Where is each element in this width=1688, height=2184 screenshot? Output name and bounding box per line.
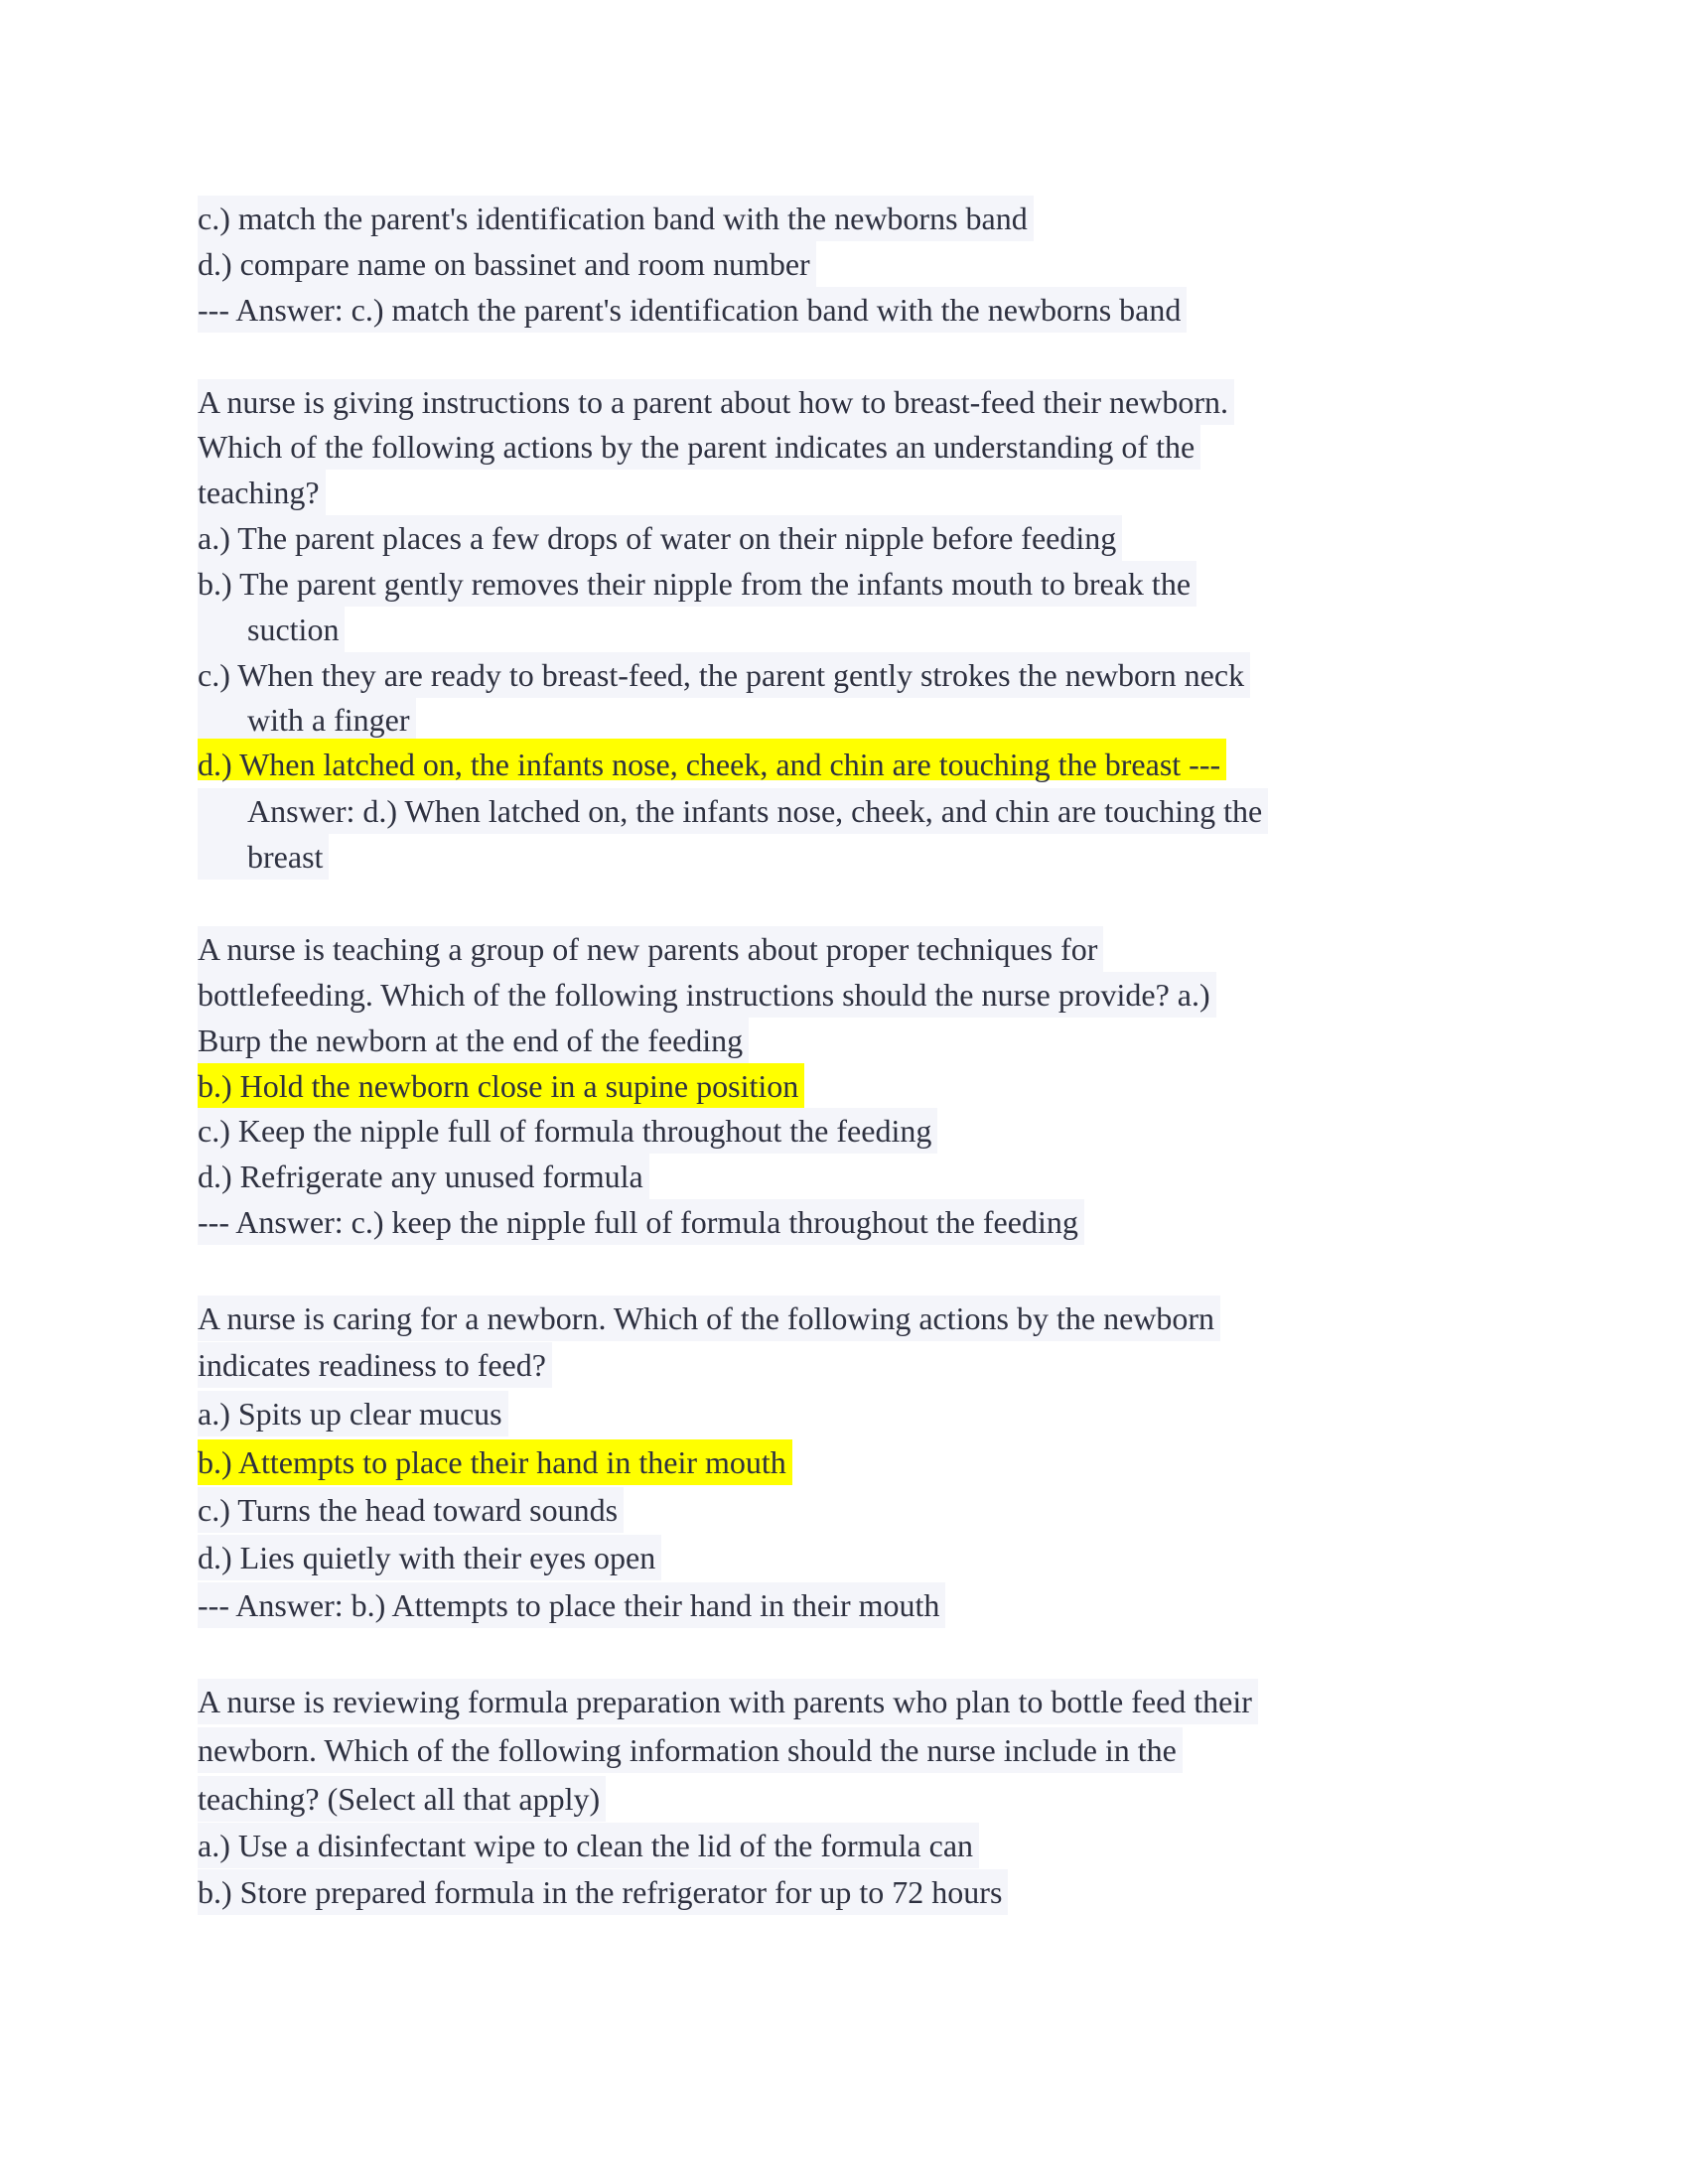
- option-line-continued: suction: [198, 607, 345, 652]
- highlighted-option-line: d.) When latched on, the infants nose, cheek, and chin are touching the breast ---: [198, 739, 1226, 780]
- option-line: c.) Keep the nipple full of formula throughout the feeding: [198, 1108, 937, 1154]
- answer-line: Answer: d.) When latched on, the infants nose, cheek, and chin are touching the: [198, 788, 1268, 834]
- question-text: A nurse is giving instructions to a parent about how to breast-feed their newborn.: [198, 379, 1234, 425]
- question-text: newborn. Which of the following information should the nurse include in the: [198, 1727, 1183, 1773]
- option-line: b.) The parent gently removes their nipple from the infants mouth to break the: [198, 561, 1196, 607]
- option-line: c.) Turns the head toward sounds: [198, 1487, 624, 1533]
- option-line: a.) Use a disinfectant wipe to clean the lid of the formula can: [198, 1823, 979, 1868]
- option-line: d.) compare name on bassinet and room number: [198, 241, 816, 287]
- option-line: Burp the newborn at the end of the feeding: [198, 1018, 749, 1063]
- option-line: c.) match the parent's identification band with the newborns band: [198, 196, 1034, 241]
- highlighted-option-line: b.) Attempts to place their hand in their mouth: [198, 1439, 792, 1485]
- question-text: teaching? (Select all that apply): [198, 1776, 606, 1822]
- option-line: d.) Refrigerate any unused formula: [198, 1154, 649, 1199]
- option-line: d.) Lies quietly with their eyes open: [198, 1535, 661, 1580]
- answer-line: --- Answer: c.) match the parent's identification band with the newborns band: [198, 287, 1187, 333]
- option-line: c.) When they are ready to breast-feed, the parent gently strokes the newborn neck: [198, 652, 1250, 698]
- question-text: A nurse is caring for a newborn. Which of the following actions by the newborn: [198, 1296, 1220, 1341]
- question-text: bottlefeeding. Which of the following instructions should the nurse provide? a.): [198, 972, 1216, 1018]
- answer-line: --- Answer: b.) Attempts to place their hand in their mouth: [198, 1582, 945, 1628]
- option-line: a.) Spits up clear mucus: [198, 1391, 508, 1436]
- highlighted-option-line: b.) Hold the newborn close in a supine position: [198, 1063, 804, 1109]
- option-line-continued: with a finger: [198, 697, 416, 743]
- option-line: a.) The parent places a few drops of water on their nipple before feeding: [198, 515, 1122, 561]
- question-text: Which of the following actions by the parent indicates an understanding of the: [198, 424, 1200, 470]
- answer-line: --- Answer: c.) keep the nipple full of formula throughout the feeding: [198, 1199, 1084, 1245]
- answer-line-continued: breast: [198, 834, 329, 880]
- question-text: A nurse is teaching a group of new parents about proper techniques for: [198, 926, 1103, 972]
- question-text: A nurse is reviewing formula preparation with parents who plan to bottle feed their: [198, 1679, 1258, 1724]
- option-line: b.) Store prepared formula in the refrigerator for up to 72 hours: [198, 1869, 1008, 1915]
- question-text: teaching?: [198, 470, 326, 515]
- question-text: indicates readiness to feed?: [198, 1342, 552, 1388]
